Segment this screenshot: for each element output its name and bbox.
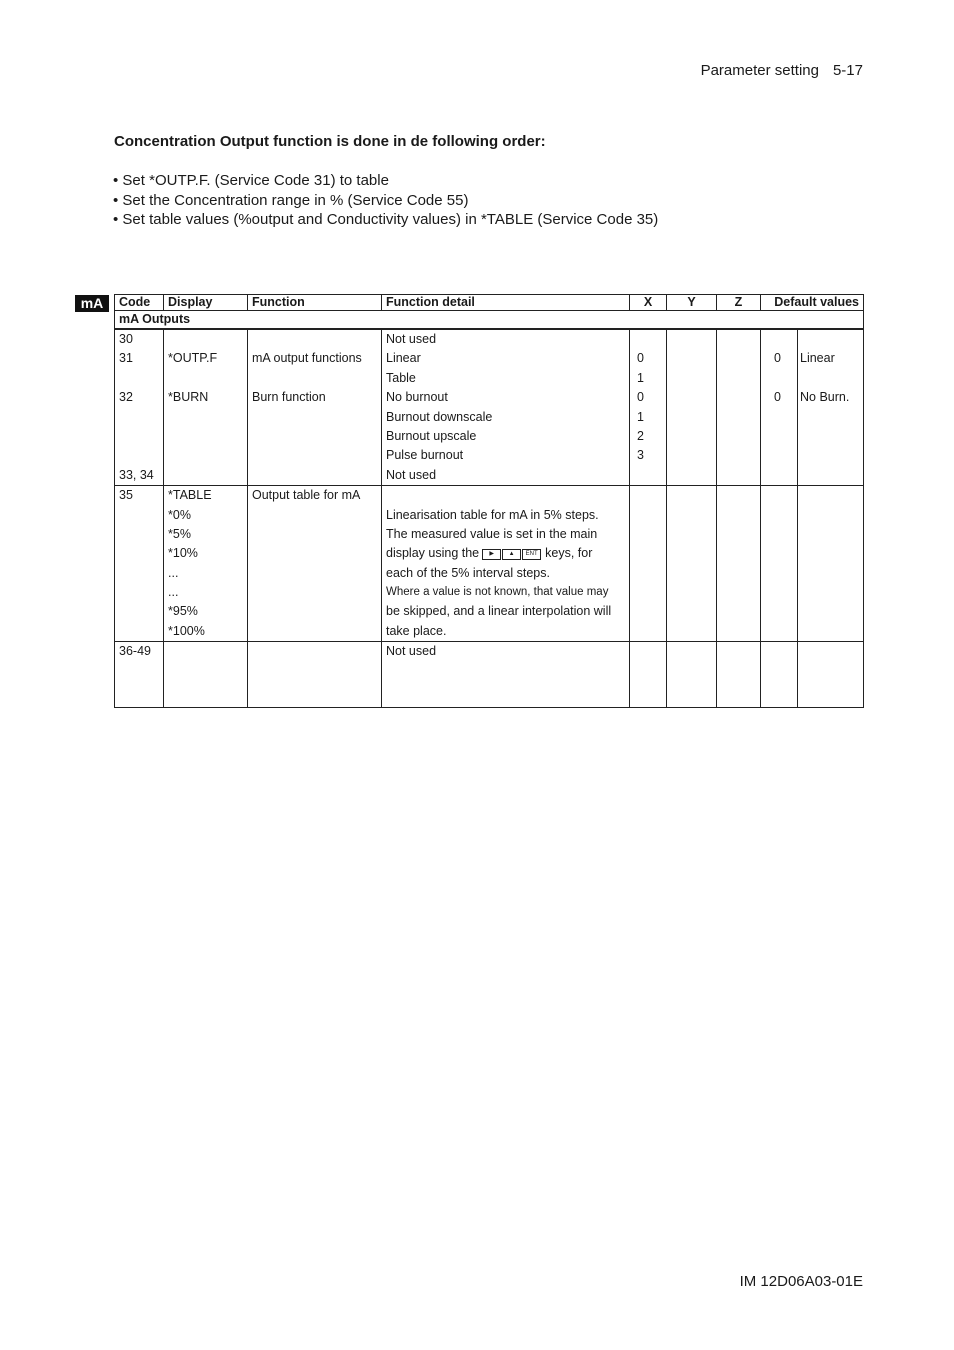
default-value [765, 408, 781, 427]
detail-line: The measured value is set in the main [386, 526, 598, 541]
function-value: Output table for mA [252, 488, 361, 503]
display-value: *5% [168, 526, 191, 541]
table-row [115, 642, 864, 708]
up-arrow-key-icon: ▲ [502, 549, 521, 560]
section-title: mA Outputs [115, 311, 864, 330]
section-row [115, 311, 864, 330]
default-value [765, 446, 781, 465]
display-value: *10% [168, 546, 198, 561]
default-value-cell [761, 486, 798, 642]
detail-line: Linearisation table for mA in 5% steps. [386, 507, 599, 522]
intro-steps [113, 171, 658, 230]
x-value: 3 [637, 448, 644, 463]
code-cell [115, 486, 164, 642]
detail-text: display using the [386, 546, 480, 561]
x-value: 2 [637, 428, 644, 443]
code-value: 31 [119, 351, 133, 366]
intro-title: Concentration Output function is done in de following order: [114, 133, 546, 150]
code-value: 36-49 [119, 644, 151, 659]
x-value: 1 [637, 370, 644, 385]
code-value: 33, 34 [119, 467, 154, 482]
code-value [119, 446, 159, 465]
header-function-detail: Function detail [382, 295, 630, 311]
function-value [252, 369, 377, 388]
default-value: 0 [774, 351, 781, 366]
default-text [800, 466, 859, 485]
y-cell [667, 642, 717, 708]
detail-line: be skipped, and a linear interpolation will [386, 604, 612, 619]
y-cell [667, 329, 717, 486]
default-value [765, 466, 781, 485]
display-value [168, 427, 243, 446]
header-function: Function [248, 295, 382, 311]
parameter-table [114, 294, 864, 708]
display-value [168, 369, 243, 388]
default-value [765, 369, 781, 388]
default-value [765, 330, 781, 349]
detail-line: No burnout [386, 390, 448, 405]
z-cell [717, 486, 761, 642]
detail-line: Not used [386, 467, 437, 482]
default-text [800, 408, 859, 427]
code-value: 30 [119, 332, 133, 346]
default-text [800, 427, 859, 446]
display-value [168, 466, 243, 485]
detail-line: Where a value is not known, that value may [386, 586, 609, 599]
function-value: mA output functions [252, 351, 362, 366]
function-value [252, 446, 377, 465]
default-value-cell [761, 642, 798, 708]
display-value: *0% [168, 507, 191, 522]
x-cell [630, 486, 667, 642]
x-value [637, 466, 662, 485]
y-cell [667, 486, 717, 642]
display-value: *100% [168, 623, 205, 638]
table-row [115, 329, 864, 486]
x-value [637, 330, 662, 349]
default-text: No Burn. [800, 390, 850, 405]
detail-text: keys, for [545, 546, 593, 561]
x-cell [630, 642, 667, 708]
header-code: Code [115, 295, 164, 311]
intro-step: • Set *OUTP.F. (Service Code 31) to table [113, 171, 658, 191]
enter-key-icon: ENT [522, 549, 541, 560]
function-value: Burn function [252, 390, 326, 405]
detail-line [386, 544, 625, 563]
function-detail-cell [382, 642, 630, 708]
display-value: *OUTP.F [168, 351, 218, 366]
header-display: Display [164, 295, 248, 311]
header-z: Z [717, 295, 761, 311]
display-cell [164, 486, 248, 642]
header-page-number: 5-17 [832, 62, 863, 79]
detail-line: each of the 5% interval steps. [386, 565, 550, 580]
table-header-row [115, 295, 864, 311]
default-text [800, 369, 859, 388]
default-value: 0 [774, 390, 781, 405]
default-value-cell [761, 329, 798, 486]
header-y: Y [667, 295, 717, 311]
function-value [252, 466, 377, 485]
header-x: X [630, 295, 667, 311]
code-value: 32 [119, 390, 133, 405]
display-value [168, 446, 243, 465]
display-value [168, 408, 243, 427]
code-value [119, 408, 159, 427]
code-cell [115, 642, 164, 708]
detail-line: Not used [386, 644, 437, 659]
detail-line: Burnout downscale [386, 409, 493, 424]
x-value: 0 [637, 390, 644, 405]
display-cell [164, 329, 248, 486]
display-value: ... [168, 585, 179, 600]
table-row [115, 486, 864, 642]
code-cell [115, 329, 164, 486]
default-text [800, 330, 859, 349]
intro-step: • Set table values (%output and Conductivity values) in *TABLE (Service Code 35) [113, 210, 658, 230]
ma-section-tag: mA [75, 295, 109, 312]
detail-line: Burnout upscale [386, 428, 477, 443]
function-cell [248, 329, 382, 486]
page-header [701, 62, 863, 79]
display-value: *95% [168, 604, 198, 619]
function-value [252, 408, 377, 427]
detail-line: take place. [386, 623, 447, 638]
z-cell [717, 329, 761, 486]
keypad-keys [482, 544, 542, 563]
display-value: *TABLE [168, 488, 212, 503]
detail-line [386, 486, 625, 505]
code-value [119, 427, 159, 446]
detail-line: Linear [386, 351, 421, 366]
default-text-cell [798, 486, 864, 642]
x-cell [630, 329, 667, 486]
function-value [252, 427, 377, 446]
function-value [252, 330, 377, 349]
default-text-cell [798, 642, 864, 708]
function-detail-cell [382, 486, 630, 642]
intro-step: • Set the Concentration range in % (Service Code 55) [113, 191, 658, 211]
x-value: 0 [637, 351, 644, 366]
header-default-values: Default values [761, 295, 864, 311]
code-value [119, 369, 159, 388]
detail-line: Pulse burnout [386, 448, 464, 463]
default-text [800, 446, 859, 465]
document-id: IM 12D06A03-01E [739, 1273, 863, 1290]
x-value: 1 [637, 409, 644, 424]
display-value: *BURN [168, 390, 209, 405]
right-arrow-key-icon: ▶ [482, 549, 501, 560]
function-cell [248, 486, 382, 642]
default-value [765, 427, 781, 446]
display-cell [164, 642, 248, 708]
z-cell [717, 642, 761, 708]
header-section-title: Parameter setting [700, 62, 819, 79]
detail-line: Not used [386, 332, 437, 346]
default-text: Linear [800, 351, 835, 366]
display-value: ... [168, 565, 179, 580]
code-value: 35 [119, 488, 133, 503]
detail-line: Table [386, 370, 416, 385]
display-value [168, 330, 243, 349]
default-text-cell [798, 329, 864, 486]
function-detail-cell [382, 329, 630, 486]
function-cell [248, 642, 382, 708]
